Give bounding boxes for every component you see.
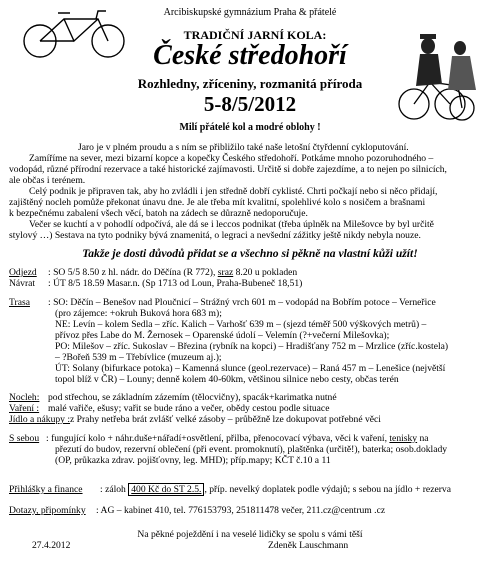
packing-line: přezutí do budov, rezervní oblečení (při event. promoknutí), plaštěnka (určitě!), baterka; osob.doklady [55, 444, 448, 455]
intro-line: zajištěný nocleh pomůže překonat únavu dne. Je ale třeba mít kvalitní, spolehlivé kolo s nosičem a brašnami [9, 197, 426, 208]
intro-line: ale občas i terénem. [9, 175, 86, 186]
route-line: – ?Bořeň 539 m – Třebívlice (muzeum aj.); [55, 352, 222, 363]
intro-line: Celý podnik je připraven tak, aby ho zvládli i jen středně dobří cyklisté. Chrti počkají nebo si něco přidají, [29, 186, 438, 197]
food-text: z Prahy netřeba brát zvlášť velké zásoby – průběžně lze dokupovat potřebné věci [70, 414, 381, 425]
route-line: PO: Milešov – zříc. Sukoslav – Březina (rybník na kopci) – Hradišťany 752 m – Mrzlice (zříc.kostela) [55, 341, 449, 352]
event-dates: 5-8/5/2012 [203, 92, 297, 116]
return-info: : ÚT 8/5 18.59 Masar.n. (Sp 1713 od Loun, Praha-Bubeneč 18,51) [48, 278, 303, 289]
slogan: Takže je dosti důvodů přidat se a všechno si pěkně na vlastní kůži užít! [82, 247, 418, 260]
food-label: Jídlo a nákupy : [9, 414, 71, 425]
intro-line: Jaro je v plném proudu a s ním se přibližilo také naše letošní čtyřdenní cykloputování. [78, 142, 409, 153]
route-line: přívoz přes Labe do M. Žernosek – Oparenské údolí – Velemín (?+večerní Milešovka); [55, 330, 390, 341]
author-signature: Zdeněk Lauschmann [268, 540, 349, 551]
route-line: : SO: Děčín – Benešov nad Ploučnicí – Strážný vrch 601 m – vodopád na Bobřím potoce – Verneřice [48, 297, 436, 308]
questions-label: Dotazy, připomínky [9, 505, 86, 516]
departure-info: : SO 5/5 8.50 z hl. nádr. do Děčína (R 772), sraz 8.20 u pokladen [48, 267, 298, 278]
lodging-text: pod střechou, se základním zázemím (tělocvičny), spacák+karimatka nutné [48, 392, 337, 403]
intro-line: Zamíříme na sever, mezi bizarní kopce a kopečky Českého středohoří. Potkáme mnoho pozoruhodného – [29, 153, 434, 164]
packing-line: (OP, průkazka zdrav. pojišťovny, leg. MHD); příp.mapy; KČT č.10 a 11 [55, 455, 331, 466]
route-line: topol blíž v ČR) – Louny; denně kolem 40-60km, většinou silnice nebo cesty, občas terén [55, 374, 399, 385]
cooking-text: malé vařiče, ešusy; vařit se bude ráno a večer, obědy cestou podle situace [48, 403, 330, 414]
route-line: (pro zájemce: +okruh Buková hora 683 m); [55, 308, 222, 319]
intro-line: vodopád, různé přírodní rezervace a také historické zajímavosti. Určitě si dobře zajezdíme, a to nejen po silnicích, [9, 164, 447, 175]
couple-cycling-illustration [392, 24, 492, 124]
registration-label: Přihlášky a finance [9, 484, 83, 495]
lodging-label: Nocleh: [9, 392, 40, 403]
closing-line: Na pěkné poježdění i na veselé lidičky se spolu s vámi těší [137, 529, 363, 540]
cooking-label: Vaření : [9, 403, 40, 414]
document-date: 27.4.2012 [32, 540, 71, 551]
questions-text: : AG – kabinet 410, tel. 776153793, 251811478 večer, 211.cz@centrum .cz [96, 505, 386, 516]
intro-line: stylový …) Sestava na tyto podniky bývá znamenitá, o legraci a nevšední zážitky ještě nikdy nebyla nouze. [9, 230, 421, 241]
intro-line: k bezpečnému zabalení všech věcí, batoh na zádech se důrazně nedoporučuje. [9, 208, 308, 219]
greeting: Milí přátelé kol a modré oblohy ! [179, 122, 321, 133]
route-label: Trasa [9, 297, 30, 308]
route-line: ÚT: Solany (bifurkace potoka) – Kamenná slunce (geol.rezervace) – Raná 457 m – Lenešice (největší [55, 363, 446, 374]
registration-text: : záloh 400 Kč do ST 2.5. , příp. nevelký doplatek podle výdajů; s sebou na jídlo + rezerva [100, 484, 451, 495]
packing-label: S sebou [9, 433, 40, 444]
page-title: České středohoří [153, 40, 347, 71]
route-line: NE: Levín – kolem Sedla – zříc. Kalich – Varhošť 639 m – (sjezd téměř 500 výškových metrů) – [55, 319, 427, 330]
subtitle: Rozhledny, zříceniny, rozmanitá příroda [137, 76, 363, 91]
kicker-heading: TRADIČNÍ JARNÍ KOLA: [183, 28, 327, 42]
organizer-line: Arcibiskupské gymnázium Praha & přátelé [163, 7, 337, 18]
packing-line: : fungující kolo + náhr.duše+nářadí+osvětlení, přilba, přenocovací výbava, věci k vaření, tenisky na [46, 433, 429, 444]
intro-line: Večer se kuchtí a v pohodlí odpočívá, ale dá se i leccos podnikat (třeba úplněk na Milešovce by byl určitě [29, 219, 434, 230]
departure-label: Odjezd [9, 267, 37, 278]
return-label: Návrat [9, 278, 36, 289]
